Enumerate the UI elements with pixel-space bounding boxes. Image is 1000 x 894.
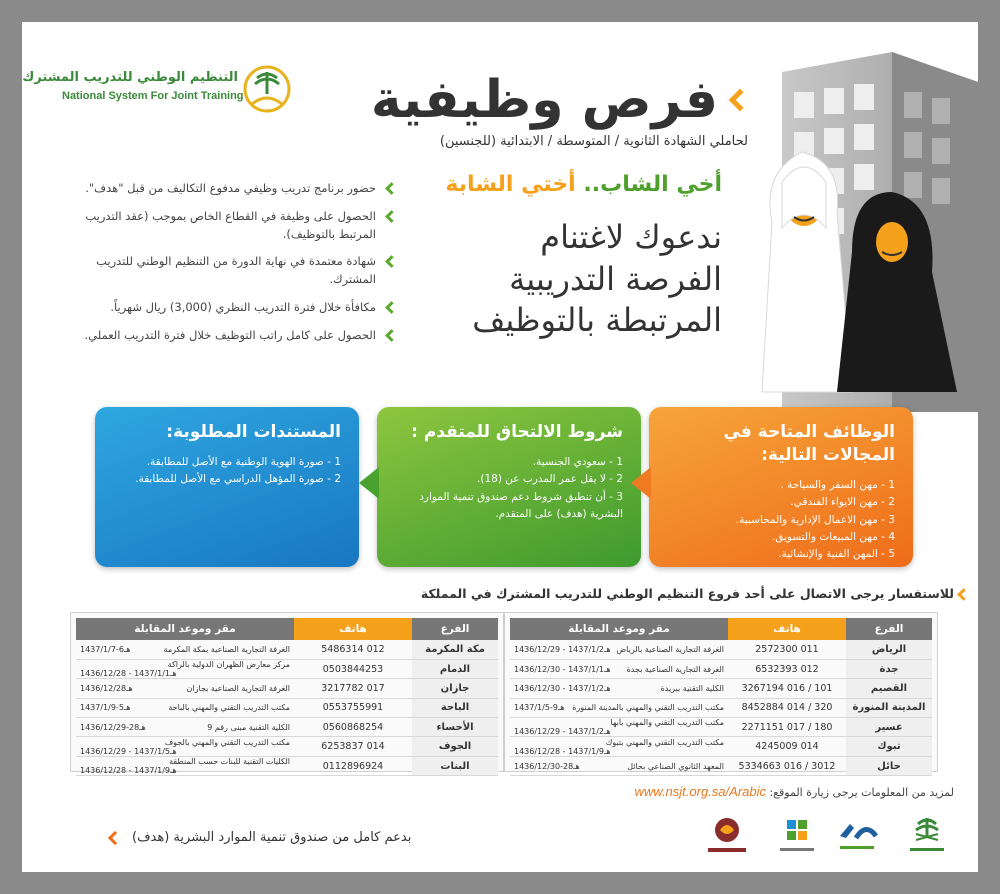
jobs-list — [667, 477, 895, 564]
more-info-label: لمزيد من المعلومات يرجى زيارة الموقع: — [769, 786, 954, 799]
training-logo — [772, 814, 822, 860]
location-cell — [76, 737, 294, 756]
list-item: 2 - صورة المؤهل الدراسي مع الأصل للمطابقة. — [135, 473, 341, 486]
branch-cell: الأحساء — [412, 718, 498, 737]
ministry-of-labor-logo — [902, 814, 952, 860]
greeting-sister: أختي الشابة — [445, 172, 576, 197]
list-item: 3 - أن تنطبق شروط دعم صندوق تنمية الموارد البشرية (هدف) على المتقدم. — [419, 490, 623, 520]
conditions-list — [395, 454, 623, 523]
interview-date: 1436/12/29-28هـ — [80, 722, 146, 732]
branch-cell: جدة — [846, 659, 932, 678]
phone-cell: 180 / 017 2271151 — [728, 718, 846, 737]
nsjt-logo — [22, 64, 292, 134]
table-row — [76, 718, 498, 737]
location-text: المعهد الثانوي الصناعي بحائل — [627, 761, 724, 771]
phone-cell: 014 6253837 — [294, 737, 412, 756]
interview-date: 1436/12/30 - 1437/1/1هـ — [514, 664, 611, 674]
phone-cell: 3012 / 016 5334663 — [728, 756, 846, 775]
phone-cell: 320 / 014 8452884 — [728, 698, 846, 717]
branch-cell: البنات — [412, 756, 498, 775]
invitation-line: المرتبطة بالتوظيف — [472, 301, 722, 340]
location-text: مكتب التدريب التقني والمهني بأبها — [610, 718, 724, 728]
table-row — [510, 679, 932, 698]
branch-cell: تبوك — [846, 737, 932, 756]
page-title: فرص وظيفية — [370, 70, 718, 130]
location-text: مركز معارض الظهران الدولية بالراكة — [167, 660, 290, 670]
branches-table-right — [510, 618, 932, 776]
interview-date: 1436/12/28هـ — [80, 683, 133, 693]
council-of-saudi-chambers-logo — [702, 814, 752, 860]
interview-date: 1437/1/7-6هـ — [80, 644, 131, 654]
support-statement: بدعم كامل من صندوق تنمية الموارد البشرية (هدف) — [132, 830, 412, 845]
branch-cell: الجوف — [412, 737, 498, 756]
branches-table-left — [76, 618, 498, 776]
interview-date: 1437/1/5-9هـ — [514, 703, 565, 713]
list-item: 2 - مهن الايواء الفندقي. — [790, 496, 895, 509]
branch-cell: عسير — [846, 718, 932, 737]
website-link[interactable]: www.nsjt.org.sa/Arabic — [634, 784, 766, 799]
location-cell — [510, 659, 728, 678]
partner-logos — [702, 814, 962, 862]
location-cell — [510, 756, 728, 775]
list-item — [68, 253, 398, 289]
benefit-text: حضور برنامج تدريب وظيفي مدفوع التكاليف من قبل "هدف". — [85, 181, 376, 195]
location-text: مكتب التدريب التقني والمهني بالباحة — [168, 703, 290, 713]
chevron-icon — [385, 329, 398, 342]
benefit-text: شهادة معتمدة في نهاية الدورة من التنظيم الوطني للتدريب المشترك. — [96, 254, 376, 287]
phone-cell: 101 / 016 3267194 — [728, 679, 846, 698]
benefits-list — [68, 180, 398, 355]
location-text: مكتب التدريب التقني والمهني بالمدينة المنورة — [572, 703, 724, 713]
interview-date: 1436/12/29 - 1437/1/5هـ — [80, 746, 177, 756]
interview-date: 1436/12/28 - 1437/1/9هـ — [80, 766, 177, 776]
phone-cell: 0560868254 — [294, 718, 412, 737]
phone-cell: 014 4245009 — [728, 737, 846, 756]
location-text: الغرفة التجارية الصناعية بالرياض — [616, 644, 724, 654]
list-item — [68, 299, 398, 317]
chevron-icon — [385, 256, 398, 269]
chevron-icon — [385, 210, 398, 223]
table-row — [510, 698, 932, 717]
chevron-icon — [385, 301, 398, 314]
logo-english-name: National System For Joint Training — [62, 90, 244, 102]
header-phone: هاتف — [294, 618, 412, 640]
phone-cell: 012 5486314 — [294, 640, 412, 659]
header-branch: الفرع — [412, 618, 498, 640]
header-phone: هاتف — [728, 618, 846, 640]
benefit-text: مكافأة خلال فترة التدريب النظري (3,000) ريال شهرياً. — [110, 300, 376, 315]
table-row — [510, 737, 932, 756]
phone-cell: 0112896924 — [294, 756, 412, 775]
list-item: 4 - مهن المبيعات والتسويق. — [771, 530, 895, 543]
phone-cell: 0503844253 — [294, 659, 412, 678]
invitation-line: ندعوك لاغتنام — [540, 218, 722, 256]
header-location: مقر وموعد المقابلة — [510, 618, 728, 640]
chevron-icon — [957, 588, 970, 601]
phone-cell: 0553755991 — [294, 698, 412, 717]
contact-heading: للاستفسار يرجى الاتصال على أحد فروع التنظيم الوطني للتدريب المشترك في المملكة — [420, 586, 954, 601]
table-row — [510, 756, 932, 775]
header-branch: الفرع — [846, 618, 932, 640]
location-cell — [510, 718, 728, 737]
interview-date: 1436/12/30-28هـ — [514, 761, 580, 771]
benefit-text: الحصول على كامل راتب التوظيف خلال فترة التدريب العملي. — [84, 327, 376, 342]
flyer — [22, 22, 978, 872]
building-and-people-illustration — [742, 52, 978, 412]
location-cell — [76, 718, 294, 737]
list-item — [68, 208, 398, 244]
branch-cell: الرياض — [846, 640, 932, 659]
phone-cell: 012 6532393 — [728, 659, 846, 678]
location-cell — [510, 640, 728, 659]
location-cell — [510, 737, 728, 756]
table-row — [76, 698, 498, 717]
branch-cell: الباحة — [412, 698, 498, 717]
logo-arabic-name: التنظيم الوطني للتدريب المشترك — [22, 70, 238, 85]
table-row — [76, 659, 498, 678]
card-title: الوظائف المتاحة في المجالات التالية: — [723, 422, 895, 465]
branch-cell: المدينة المنورة — [846, 698, 932, 717]
phone-cell: 017 3217782 — [294, 679, 412, 698]
interview-date: 1436/12/28 - 1437/1/9هـ — [514, 746, 611, 756]
location-cell — [76, 756, 294, 775]
hadaf-logo — [832, 814, 882, 860]
branch-cell: جازان — [412, 679, 498, 698]
greeting-brother: أخي الشاب.. — [583, 172, 722, 197]
interview-date: 1437/1/9-5هـ — [80, 703, 131, 713]
list-item — [68, 180, 398, 198]
list-item — [68, 327, 398, 345]
interview-date: 1436/12/29 - 1437/1/2هـ — [514, 727, 611, 737]
available-jobs-card — [649, 407, 913, 567]
interview-date: 1436/12/30 - 1437/1/2هـ — [514, 683, 611, 693]
list-item: 2 - لا يقل عمر المدرب عن (18). — [477, 473, 623, 486]
list-item: 1 - مهن السفر والسياحة . — [780, 478, 895, 491]
phone-cell: 011 2572300 — [728, 640, 846, 659]
header-location: مقر وموعد المقابلة — [76, 618, 294, 640]
table-row — [510, 659, 932, 678]
benefit-text: الحصول على وظيفة في القطاع الخاص بموجب (عقد التدريب المرتبط بالتوظيف). — [85, 208, 376, 241]
table-row — [76, 679, 498, 698]
table-row — [76, 756, 498, 775]
card-title: شروط الالتحاق للمتقدم : — [411, 422, 623, 442]
chevron-icon — [108, 831, 122, 845]
table-row — [76, 737, 498, 756]
location-text: مكتب التدريب التقني والمهني بالجوف — [164, 737, 290, 747]
location-text: مكتب التدريب التقني والمهني بتبوك — [605, 737, 724, 747]
location-cell — [510, 698, 728, 717]
interview-date: 1436/12/29 - 1437/1/2هـ — [514, 644, 611, 654]
card-title: المستندات المطلوبة: — [166, 422, 341, 442]
list-item: 1 - سعودي الجنسية. — [532, 455, 623, 468]
location-text: الكلية التقنية ببريدة — [660, 683, 724, 693]
branch-cell: حائل — [846, 756, 932, 775]
palm-swords-emblem-icon — [242, 64, 292, 114]
table-row — [76, 640, 498, 659]
branch-cell: القصيم — [846, 679, 932, 698]
table-row — [510, 640, 932, 659]
invitation-line: الفرصة التدريبية — [509, 259, 722, 298]
location-cell — [76, 640, 294, 659]
location-text: الكلية التقنية مبنى رقم 9 — [207, 722, 290, 732]
table-row — [510, 718, 932, 737]
interview-date: 1436/12/28 - 1437/1/1هـ — [80, 669, 177, 679]
location-text: الغرفة التجارية الصناعية بجازان — [186, 683, 290, 693]
list-item: 1 - صورة الهوية الوطنية مع الأصل للمطابقة. — [146, 455, 341, 468]
required-documents-card — [95, 407, 359, 567]
branch-cell: مكة المكرمة — [412, 640, 498, 659]
location-text: الكليات التقنية للبنات حسب المنطقة — [169, 757, 290, 767]
location-cell — [76, 679, 294, 698]
location-cell — [510, 679, 728, 698]
list-item: 5 - المهن الفنية والإنشائية. — [778, 548, 895, 561]
admission-conditions-card — [377, 407, 641, 567]
location-cell — [76, 659, 294, 678]
list-item: 3 - مهن الاعمال الإدارية والمحاسبية. — [735, 513, 895, 526]
chevron-icon — [385, 182, 398, 195]
greeting — [445, 172, 722, 197]
invitation-text — [412, 217, 722, 342]
location-text: الغرفة التجارية الصناعية بمكة المكرمة — [163, 644, 290, 654]
branch-cell: الدمام — [412, 659, 498, 678]
page-subtitle: لحاملي الشهادة الثانوية / المتوسطة / الابتدائية (للجنسين) — [439, 134, 748, 149]
location-cell — [76, 698, 294, 717]
documents-list — [113, 454, 341, 489]
location-text: الغرفة التجارية الصناعية بجدة — [626, 664, 724, 674]
